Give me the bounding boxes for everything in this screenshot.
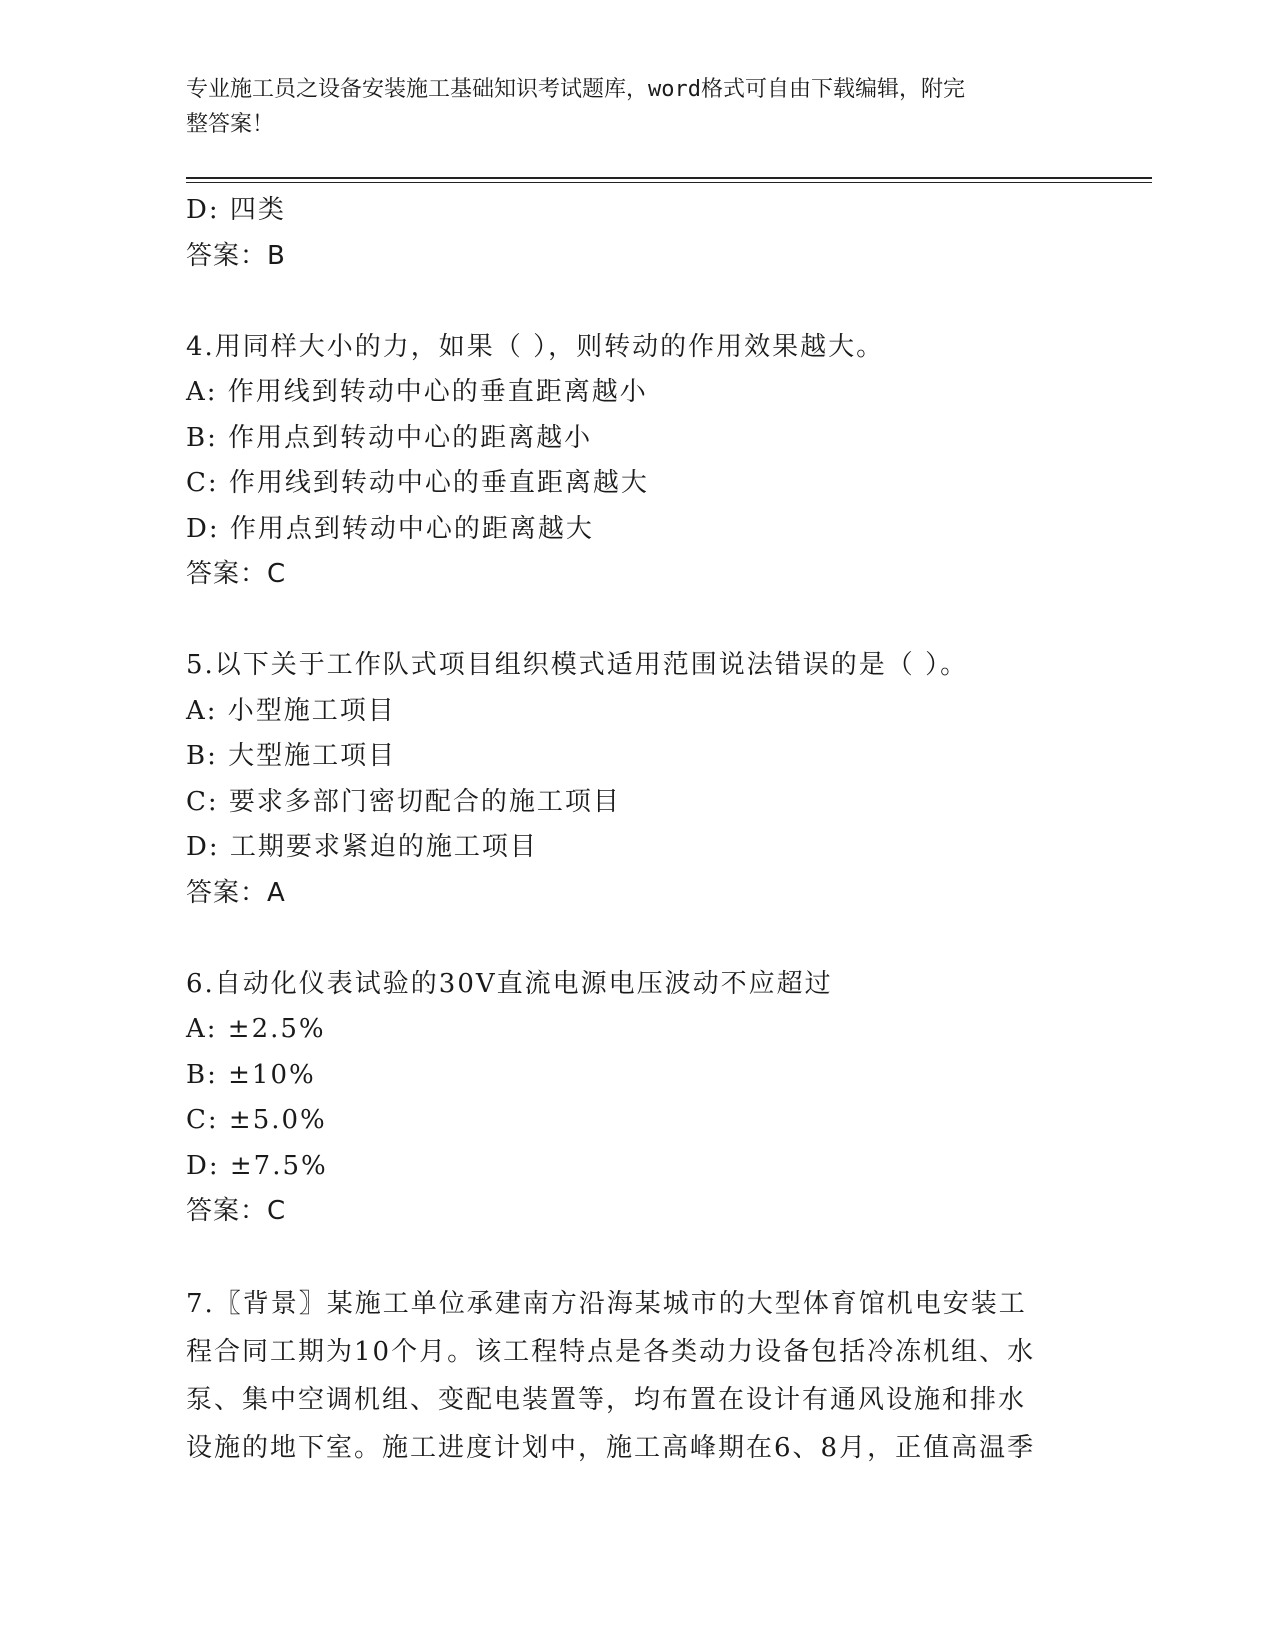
answer: 答案：A [186, 877, 286, 908]
option-c: C: ±5.0% [186, 1105, 327, 1135]
option-d: D: 作用点到转动中心的距离越大 [186, 513, 594, 544]
spacer [186, 916, 1086, 962]
spacer [186, 598, 1086, 644]
question-7-line-3: 泵、集中空调机组、变配电装置等，均布置在设计有通风设施和排水 [186, 1385, 1027, 1415]
option-a: A: 作用线到转动中心的垂直距离越小 [186, 377, 648, 407]
header-rule-thin [186, 182, 1152, 183]
question-7-line-2: 程合同工期为10个月。该工程特点是各类动力设备包括冷冻机组、水 [186, 1337, 1036, 1367]
option-c: C: 要求多部门密切配合的施工项目 [186, 786, 621, 817]
option-d: D: ±7.5% [186, 1150, 328, 1181]
question-4 [186, 325, 1086, 598]
question-5 [186, 643, 1086, 916]
question-stem: 6.自动化仪表试验的30V直流电源电压波动不应超过 [186, 968, 833, 999]
question-stem: 5.以下关于工作队式项目组织模式适用范围说法错误的是（ ）。 [186, 650, 969, 680]
option-b: B: 作用点到转动中心的距离越小 [186, 422, 593, 453]
answer: 答案：C [186, 559, 287, 589]
spacer [186, 279, 1086, 325]
option-d: D: 工期要求紧迫的施工项目 [186, 832, 538, 862]
question-7-line-4: 设施的地下室。施工进度计划中，施工高峰期在6、8月，正值高温季 [186, 1433, 1036, 1463]
option-b: B: ±10% [186, 1059, 316, 1090]
option-c: C: 作用线到转动中心的垂直距离越大 [186, 468, 649, 498]
option-b: B: 大型施工项目 [186, 741, 397, 771]
question-7-line-1: 7.〖背景〗某施工单位承建南方沿海某城市的大型体育馆机电安装工 [186, 1289, 1027, 1319]
question-3-tail [186, 188, 1086, 279]
answer: 答案：C [186, 1196, 287, 1226]
option-d: D: 四类 [186, 195, 286, 225]
option-a: A: 小型施工项目 [186, 695, 396, 726]
header-line-1: 专业施工员之设备安装施工基础知识考试题库，word格式可自由下载编辑，附完 [186, 77, 965, 102]
header-line-2: 整答案！ [186, 112, 275, 137]
option-a: A: ±2.5% [186, 1014, 326, 1044]
question-stem: 4.用同样大小的力，如果（ ），则转动的作用效果越大。 [186, 331, 885, 362]
document-body [186, 188, 1086, 1472]
answer: 答案：B [186, 240, 286, 271]
question-7 [186, 1280, 1066, 1472]
question-6 [186, 962, 1086, 1235]
header-rule-thick [186, 177, 1152, 179]
document-header [186, 72, 1086, 142]
spacer [186, 1235, 1086, 1281]
